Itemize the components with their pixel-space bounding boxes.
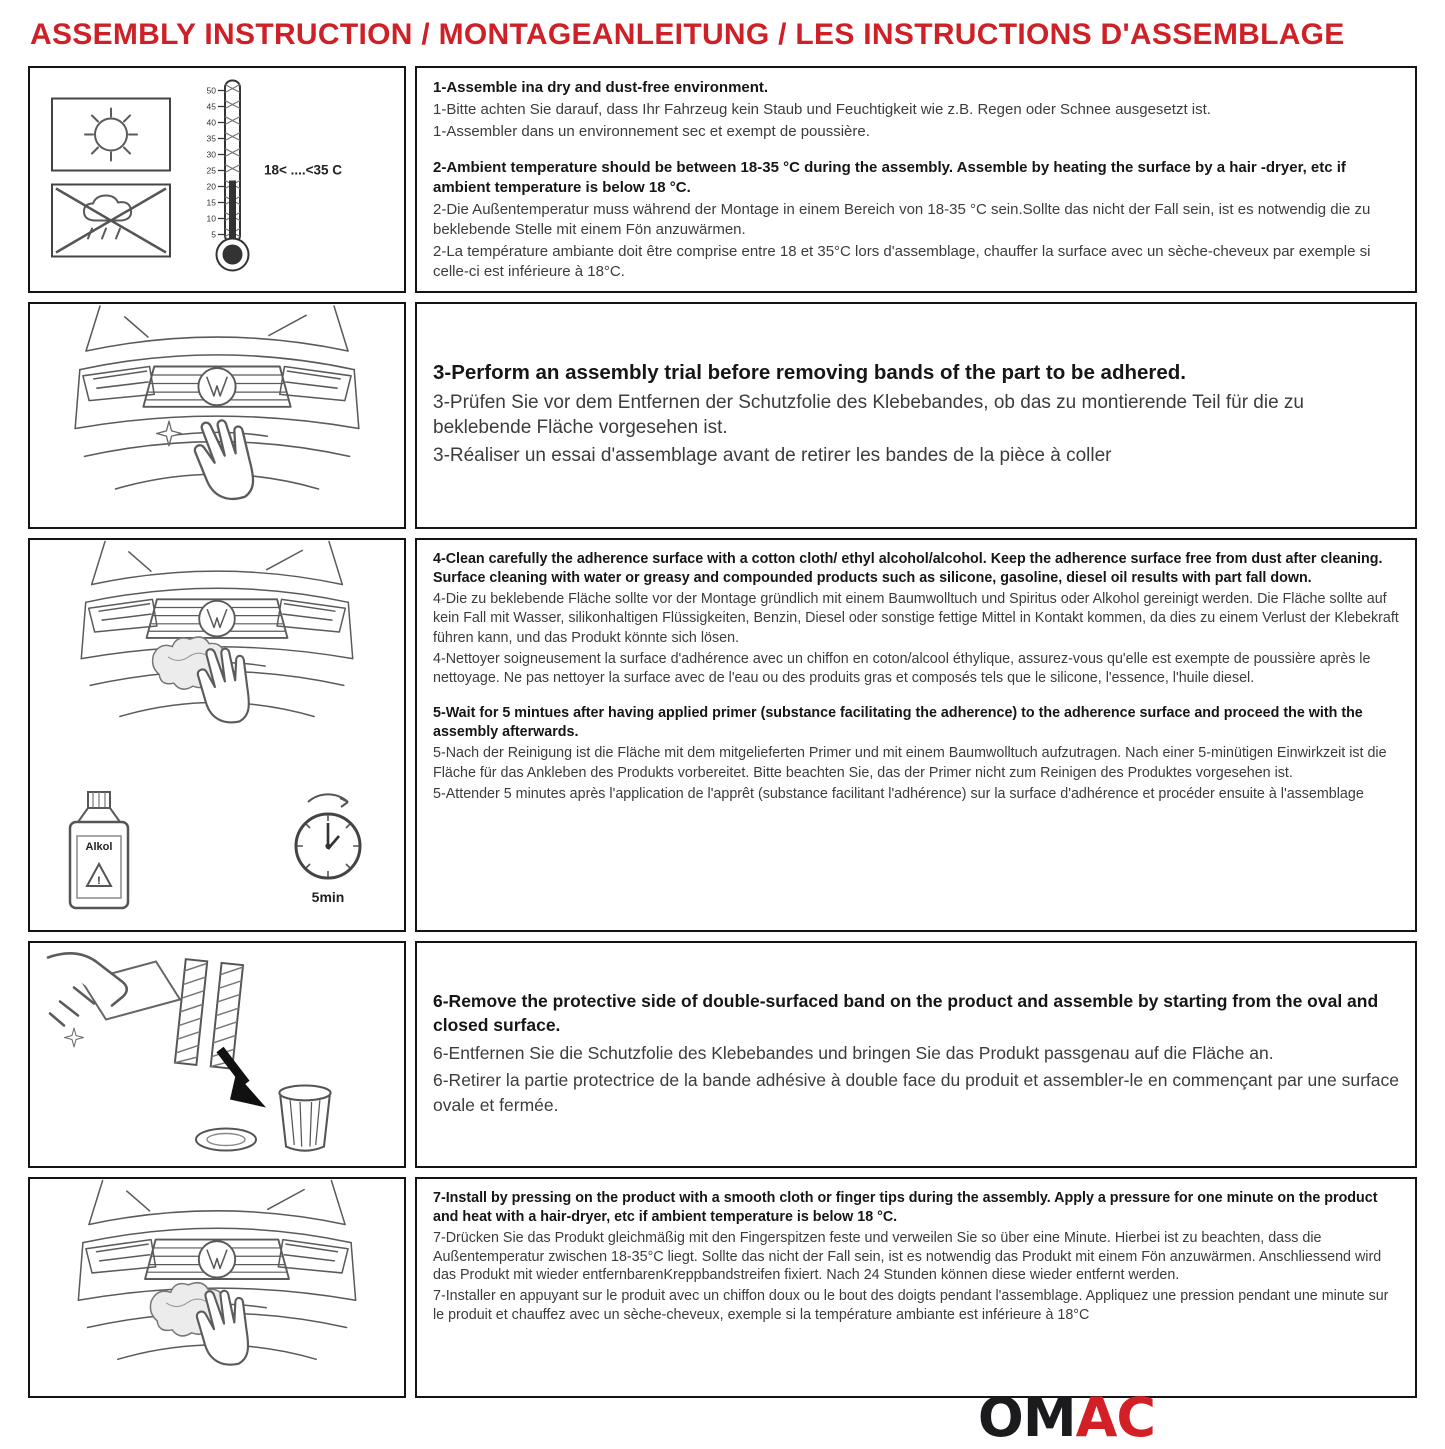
tape-removal-illustration <box>30 943 404 1166</box>
omac-logo-black: OM <box>977 1386 1076 1449</box>
pressing-illustration-box <box>28 1177 406 1398</box>
svg-text:35: 35 <box>206 133 216 144</box>
warning-icon: ! <box>97 875 101 887</box>
arrow-down-icon <box>220 1050 266 1108</box>
svg-text:25: 25 <box>206 165 216 176</box>
section-remove-band <box>28 941 1417 1168</box>
sparkle-icon <box>157 421 182 446</box>
instruction-en: 1-Assemble ina dry and dust-free environment. <box>433 79 769 96</box>
svg-text:40: 40 <box>206 117 216 128</box>
instruction-de: 7-Drücken Sie das Produkt gleichmäßig mit den Fingerspitzen feste und verweilen Sie so über eine Minute. Hierbei ist zu beachten, dass die Außentemperatur zwischen 18-35°C liegt. Sollte das nicht der Fall sein, ist es notwendig das Produkt mit einem Fön anzuwärmen. Anschliessend wird das Produkt mit wieder entfernbarenKreppbandstreifen fixiert. Nach 24 Stunden können diese wieder entfernt werden. <box>433 1229 1382 1284</box>
wait-time-label: 5min <box>311 889 345 905</box>
alcohol-bottle-icon <box>70 792 128 908</box>
svg-text:50: 50 <box>206 85 216 96</box>
temperature-range-label: 18< ....<35 C <box>264 162 343 178</box>
instruction-fr: 4-Nettoyer soigneusement la surface d'adhérence avec un chiffon en coton/alcool éthylique, assurez-vous qu'elle est exempte de poussière après le nettoyage. Ne pas nettoyer la surface avec de l'eau ou des produits gras et composés tels que le silicone, l'essence, l'huile diesel. <box>433 650 1371 686</box>
pressing-illustration <box>30 1179 404 1396</box>
section-2-text <box>415 302 1417 529</box>
instruction-fr: 1-Assembler dans un environnement sec et exempt de poussière. <box>433 122 870 140</box>
instruction-de: 3-Prüfen Sie vor dem Entfernen der Schutzfolie des Klebebandes, ob das zu montierende Teil für die zu beklebende Fläche vorgesehen ist. <box>433 391 1305 438</box>
svg-text:15: 15 <box>206 197 216 208</box>
environment-illustration-box <box>28 66 406 293</box>
tape-strips-icon <box>175 959 243 1069</box>
clock-icon <box>296 794 360 905</box>
instruction-en: 4-Clean carefully the adherence surface with a cotton cloth/ ethyl alcohol/alcohol. Keep the adherence surface free from dust after cleaning. Surface cleaning with water or greasy and compounded products such as silicone, gasoline, diesel oil results with part fall down. <box>433 551 1383 587</box>
assembly-trial-illustration <box>30 304 404 527</box>
instruction-en: 3-Perform an assembly trial before removing bands of the part to be adhered. <box>433 361 1186 385</box>
instruction-fr: 5-Attender 5 minutes après l'application de l'apprêt (substance facilitant l'adhérence) sur la surface d'adhérence et procéder ensuite à l'assemblage <box>433 785 1364 802</box>
sun-icon <box>52 99 170 171</box>
cleaning-illustration-box <box>28 538 406 932</box>
instruction-fr: 2-La température ambiante doit être comprise entre 18 et 35°C lors d'assemblage, chauffer la surface avec un sèche-cheveux par exemple si celle-ci est inférieure à 18°C. <box>433 242 1371 280</box>
section-assembly-trial <box>28 302 1417 529</box>
instruction-en: 6-Remove the protective side of double-surfaced band on the product and assemble by starting from the oval and closed surface. <box>433 990 1379 1036</box>
page-title: ASSEMBLY INSTRUCTION / MONTAGEANLEITUNG / LES INSTRUCTIONS D'ASSEMBLAGE <box>30 18 1345 51</box>
section-dry-environment <box>28 66 1417 293</box>
section-clean-surface <box>28 538 1417 932</box>
svg-text:5: 5 <box>211 229 216 240</box>
instruction-en: 2-Ambient temperature should be between 18-35 °C during the assembly. Assemble by heating the surface by a hair -dryer, etc if ambient temperature is below 18 °C. <box>433 158 1346 196</box>
section-3-text <box>415 538 1417 932</box>
instruction-fr: 3-Réaliser un essai d'assemblage avant de retirer les bandes de la pièce à coller <box>433 445 1112 467</box>
svg-text:20: 20 <box>206 181 216 192</box>
instruction-de: 5-Nach der Reinigung ist die Fläche mit dem mitgelieferten Primer und mit einem Baumwolltuch aufzutragen. Nach einer 5-minütigen Einwirkzeit ist die Fläche für das Ankleben des Produkts vorbereitet. Bitte beachten Sie, das der Primer nicht zum Reinigen des Produktes vorgesehen ist. <box>433 745 1387 781</box>
no-rain-icon <box>52 185 170 257</box>
trial-illustration-box <box>28 302 406 529</box>
instruction-fr: 7-Installer en appuyant sur le produit avec un chiffon doux ou le bout des doigts pendant l'assemblage. Appliquez une pression pendant une minute sur le produit et chauffez avec un sèche-cheveux, exemple si la température ambiante est inférieure à 18°C <box>433 1288 1389 1324</box>
environment-temperature-illustration <box>30 68 404 291</box>
oval-part-icon <box>196 1129 256 1151</box>
svg-text:30: 30 <box>206 149 216 160</box>
section-1-text <box>415 66 1417 293</box>
tape-removal-illustration-box <box>28 941 406 1168</box>
omac-logo <box>977 1386 1155 1449</box>
instruction-de: 4-Die zu beklebende Fläche sollte vor der Montage gründlich mit einem Baumwolltuch und Spiritus oder Alkohol gereinigt werden. Die Fläche sollte auf kein Fall mit Wasser, silikonhaltigen Flüssigkeiten, Benzin, Diesel oder sonstige fettige Mittel in Kontakt kommen, da dies zu einem Verlust der Klebekraft führen kann, und das Produkt könnte sich lösen. <box>433 591 1399 646</box>
instruction-en: 7-Install by pressing on the product with a smooth cloth or finger tips during the assembly. Apply a pressure for one minute on the product and heat with a hair-dryer, etc if ambient temperature is below 18 °C. <box>433 1190 1378 1225</box>
section-5-text <box>415 1177 1417 1398</box>
sparkle-icon <box>65 1028 84 1047</box>
instruction-de: 6-Entfernen Sie die Schutzfolie des Klebebandes und bringen Sie das Produkt passgenau auf die Fläche an. <box>433 1042 1274 1063</box>
section-4-text <box>415 941 1417 1168</box>
alcohol-label: Alkol <box>85 841 113 853</box>
svg-text:45: 45 <box>206 101 216 112</box>
svg-text:10: 10 <box>206 213 216 224</box>
cleaning-illustration <box>30 540 404 930</box>
section-press-product <box>28 1177 1417 1398</box>
instruction-de: 2-Die Außentemperatur muss während der Montage in einem Bereich von 18-35 °C sein.Sollte das nicht der Fall sein, ist es notwendig die zu beklebende Stelle mit einem Fön anzuwärmen. <box>433 200 1371 238</box>
instruction-en: 5-Wait for 5 mintues after having applied primer (substance facilitating the adherence) to the adherence surface and proceed the with the assembly afterwards. <box>433 705 1363 741</box>
hand-icon <box>182 409 270 509</box>
thermometer-icon <box>207 81 343 271</box>
instruction-fr: 6-Retirer la partie protectrice de la bande adhésive à double face du produit et assembler-le en commençant par une surface ovale et fermée. <box>433 1070 1399 1115</box>
trash-bin-icon <box>279 1086 330 1151</box>
omac-logo-red: AC <box>1075 1386 1155 1449</box>
instruction-de: 1-Bitte achten Sie darauf, dass Ihr Fahrzeug kein Staub und Feuchtigkeit wie z.B. Regen oder Schnee ausgesetzt ist. <box>433 100 1211 118</box>
